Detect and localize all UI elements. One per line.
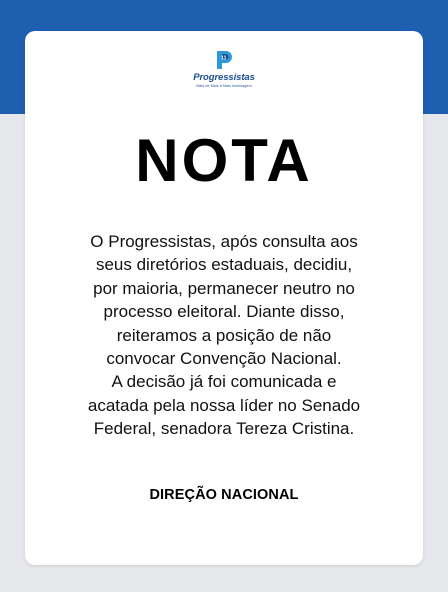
body-line: A decisão já foi comunicada e [111, 372, 337, 392]
body-line: convocar Convenção Nacional. [106, 349, 342, 369]
note-card [25, 31, 423, 565]
logo-number: 11 [221, 55, 227, 62]
body-line: seus diretórios estaduais, decidiu, [95, 255, 353, 275]
progressistas-logo-icon [213, 49, 235, 71]
body-line: processo eleitoral. Diante disso, [103, 302, 345, 322]
note-title: NOTA [135, 127, 313, 194]
body-line: reiteramos a posição de não [116, 325, 332, 345]
logo-tagline: Mais de Mais à Mais Insinuagem [196, 84, 252, 88]
note-body [45, 230, 403, 441]
body-line: por maioria, permanecer neutro no [93, 278, 355, 298]
body-line: O Progressistas, após consulta aos [90, 232, 358, 251]
party-logo [25, 49, 423, 88]
body-line: acatada pela nossa líder no Senado [87, 395, 361, 415]
signature: DIREÇÃO NACIONAL [149, 487, 299, 503]
body-line: Federal, senadora Tereza Cristina. [93, 419, 355, 439]
logo-name: Progressistas [193, 72, 255, 83]
